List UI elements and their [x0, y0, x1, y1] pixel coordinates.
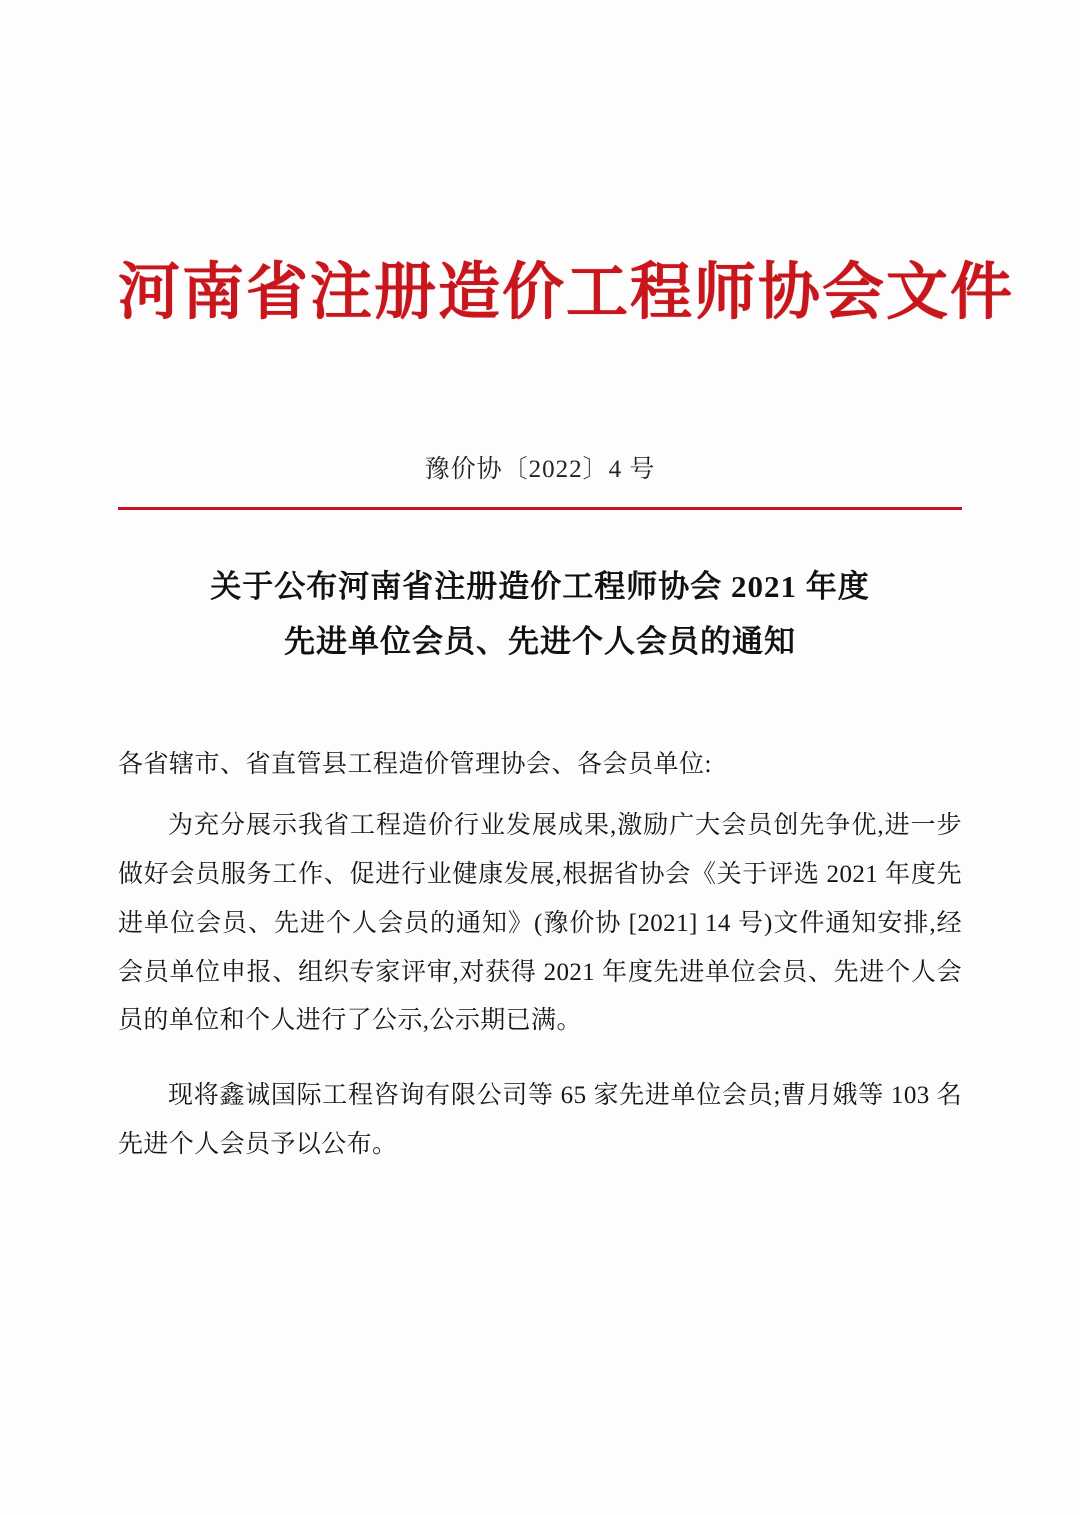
salutation-text: 各省辖市、省直管县工程造价管理协会、各会员单位:	[118, 750, 712, 778]
page-title-line-2: 先进单位会员、先进个人会员的通知	[284, 623, 796, 659]
document-content	[118, 0, 1015, 1170]
page-title-line-1: 关于公布河南省注册造价工程师协会 2021 年度	[210, 569, 870, 605]
red-divider-rule	[118, 507, 962, 510]
page-title	[118, 560, 962, 669]
document-masthead-title: 河南省注册造价工程师协会文件	[118, 259, 1015, 327]
body-paragraph-2: 现将鑫诚国际工程咨询有限公司等 65 家先进单位会员;曹月娥等 103 名先进个人会员予以公布。	[118, 1082, 962, 1158]
document-number: 豫价协〔2022〕4 号	[424, 456, 656, 484]
body-paragraph-1: 为充分展示我省工程造价行业发展成果,激励广大会员创先争优,进一步做好会员服务工作、促进行业健康发展,根据省协会《关于评选 2021 年度先进单位会员、先进个人会员的通知》(豫价协 [2021] 14 号)文件通知安排,经会员单位申报、组织专家评审,对获得 2021 年度先进单位会员、先进个人会员的单位和个人进行了公示,公示期已满。	[118, 812, 962, 1035]
